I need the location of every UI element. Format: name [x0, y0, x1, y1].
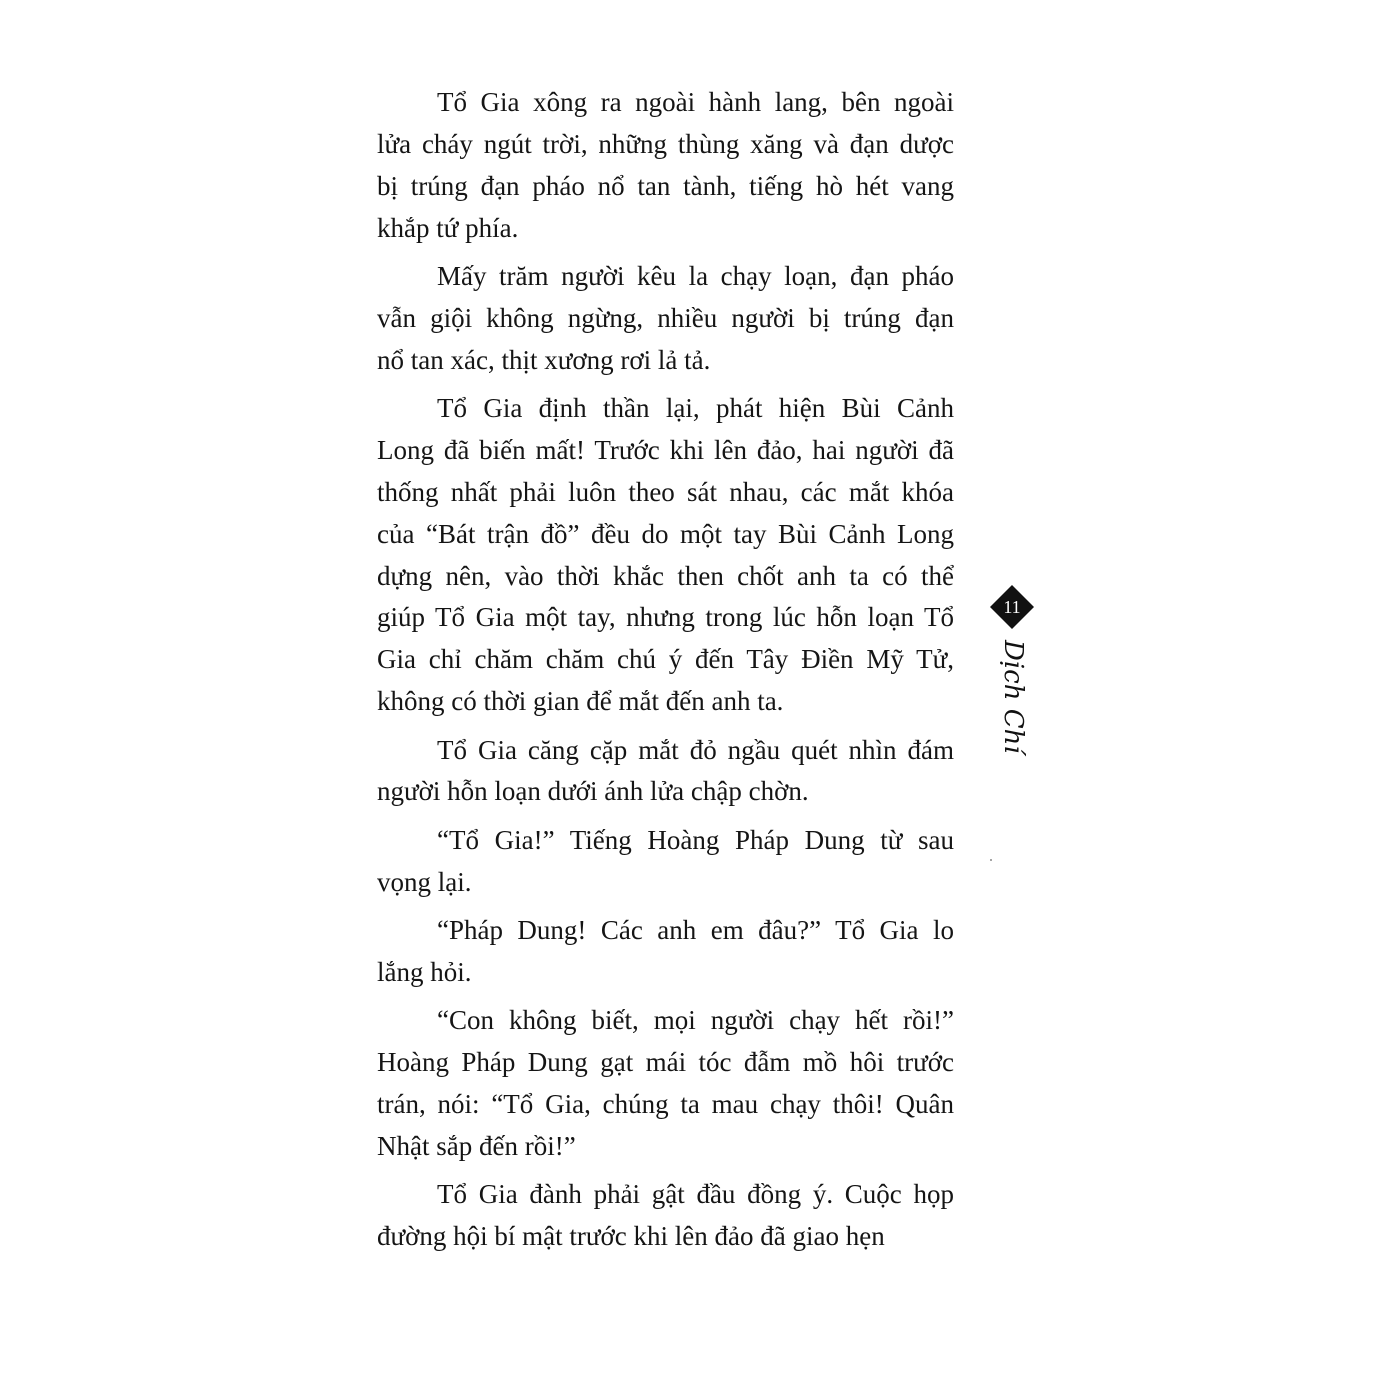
- paragraph: [377, 820, 954, 904]
- text-line: nổ tan xác, thịt xương rơi lả tả.: [377, 344, 711, 375]
- paragraph: [377, 388, 954, 723]
- page-marker: [987, 582, 1037, 754]
- text-line: giúp Tổ Gia một tay, nhưng trong lúc hỗn loạn Tổ: [377, 602, 954, 633]
- text-line: thống nhất phải luôn theo sát nhau, các mắt khóa: [377, 476, 954, 507]
- text-line: dựng nên, vào thời khắc then chốt anh ta có thể: [377, 560, 954, 591]
- running-title: [996, 640, 1030, 754]
- text-line: không có thời gian để mắt đến anh ta.: [377, 686, 784, 717]
- paragraph: [377, 82, 954, 250]
- text-line: Long đã biến mất! Trước khi lên đảo, hai người đã: [377, 434, 954, 465]
- text-line: Tổ Gia định thần lại, phát hiện Bùi Cảnh: [437, 393, 954, 424]
- paragraph: [377, 1174, 954, 1258]
- page-number: 11: [1003, 597, 1021, 617]
- text-line: của “Bát trận đồ” đều do một tay Bùi Cảnh Long: [377, 518, 954, 549]
- text-line: Nhật sắp đến rồi!”: [377, 1130, 576, 1161]
- text-line: Hoàng Pháp Dung gạt mái tóc đẫm mồ hôi trước: [377, 1046, 954, 1077]
- text-line: vẫn giội không ngừng, nhiều người bị trúng đạn: [377, 302, 954, 333]
- text-line: khắp tứ phía.: [377, 212, 519, 243]
- text-line: Tổ Gia xông ra ngoài hành lang, bên ngoài: [437, 87, 954, 117]
- text-line: người hỗn loạn dưới ánh lửa chập chờn.: [377, 776, 809, 807]
- text-line: Tổ Gia căng cặp mắt đỏ ngầu quét nhìn đám: [437, 734, 954, 765]
- text-line: đường hội bí mật trước khi lên đảo đã giao hẹn: [377, 1220, 885, 1251]
- paragraph: [377, 910, 954, 994]
- body-text: [377, 82, 954, 1264]
- paragraph: [377, 1000, 954, 1168]
- text-line: trán, nói: “Tổ Gia, chúng ta mau chạy thôi! Quân: [377, 1088, 954, 1119]
- text-line: “Tổ Gia!” Tiếng Hoàng Pháp Dung từ sau: [437, 824, 954, 855]
- text-line: lửa cháy ngút trời, những thùng xăng và đạn dược: [377, 128, 954, 159]
- text-line: “Pháp Dung! Các anh em đâu?” Tổ Gia lo: [437, 914, 954, 945]
- running-title-text: Dịch Chí: [998, 640, 1028, 754]
- paragraph: [377, 730, 954, 814]
- paragraph: [377, 256, 954, 382]
- text-line: Tổ Gia đành phải gật đầu đồng ý. Cuộc họp: [437, 1179, 954, 1209]
- text-line: bị trúng đạn pháo nổ tan tành, tiếng hò hét vang: [377, 170, 954, 201]
- text-line: “Con không biết, mọi người chạy hết rồi!”: [437, 1005, 954, 1036]
- text-line: vọng lại.: [377, 866, 472, 897]
- text-line: lắng hỏi.: [377, 956, 472, 987]
- print-speck: [990, 859, 992, 861]
- text-line: Gia chỉ chăm chăm chú ý đến Tây Điền Mỹ Tử,: [377, 644, 954, 675]
- text-line: Mấy trăm người kêu la chạy loạn, đạn pháo: [437, 260, 954, 291]
